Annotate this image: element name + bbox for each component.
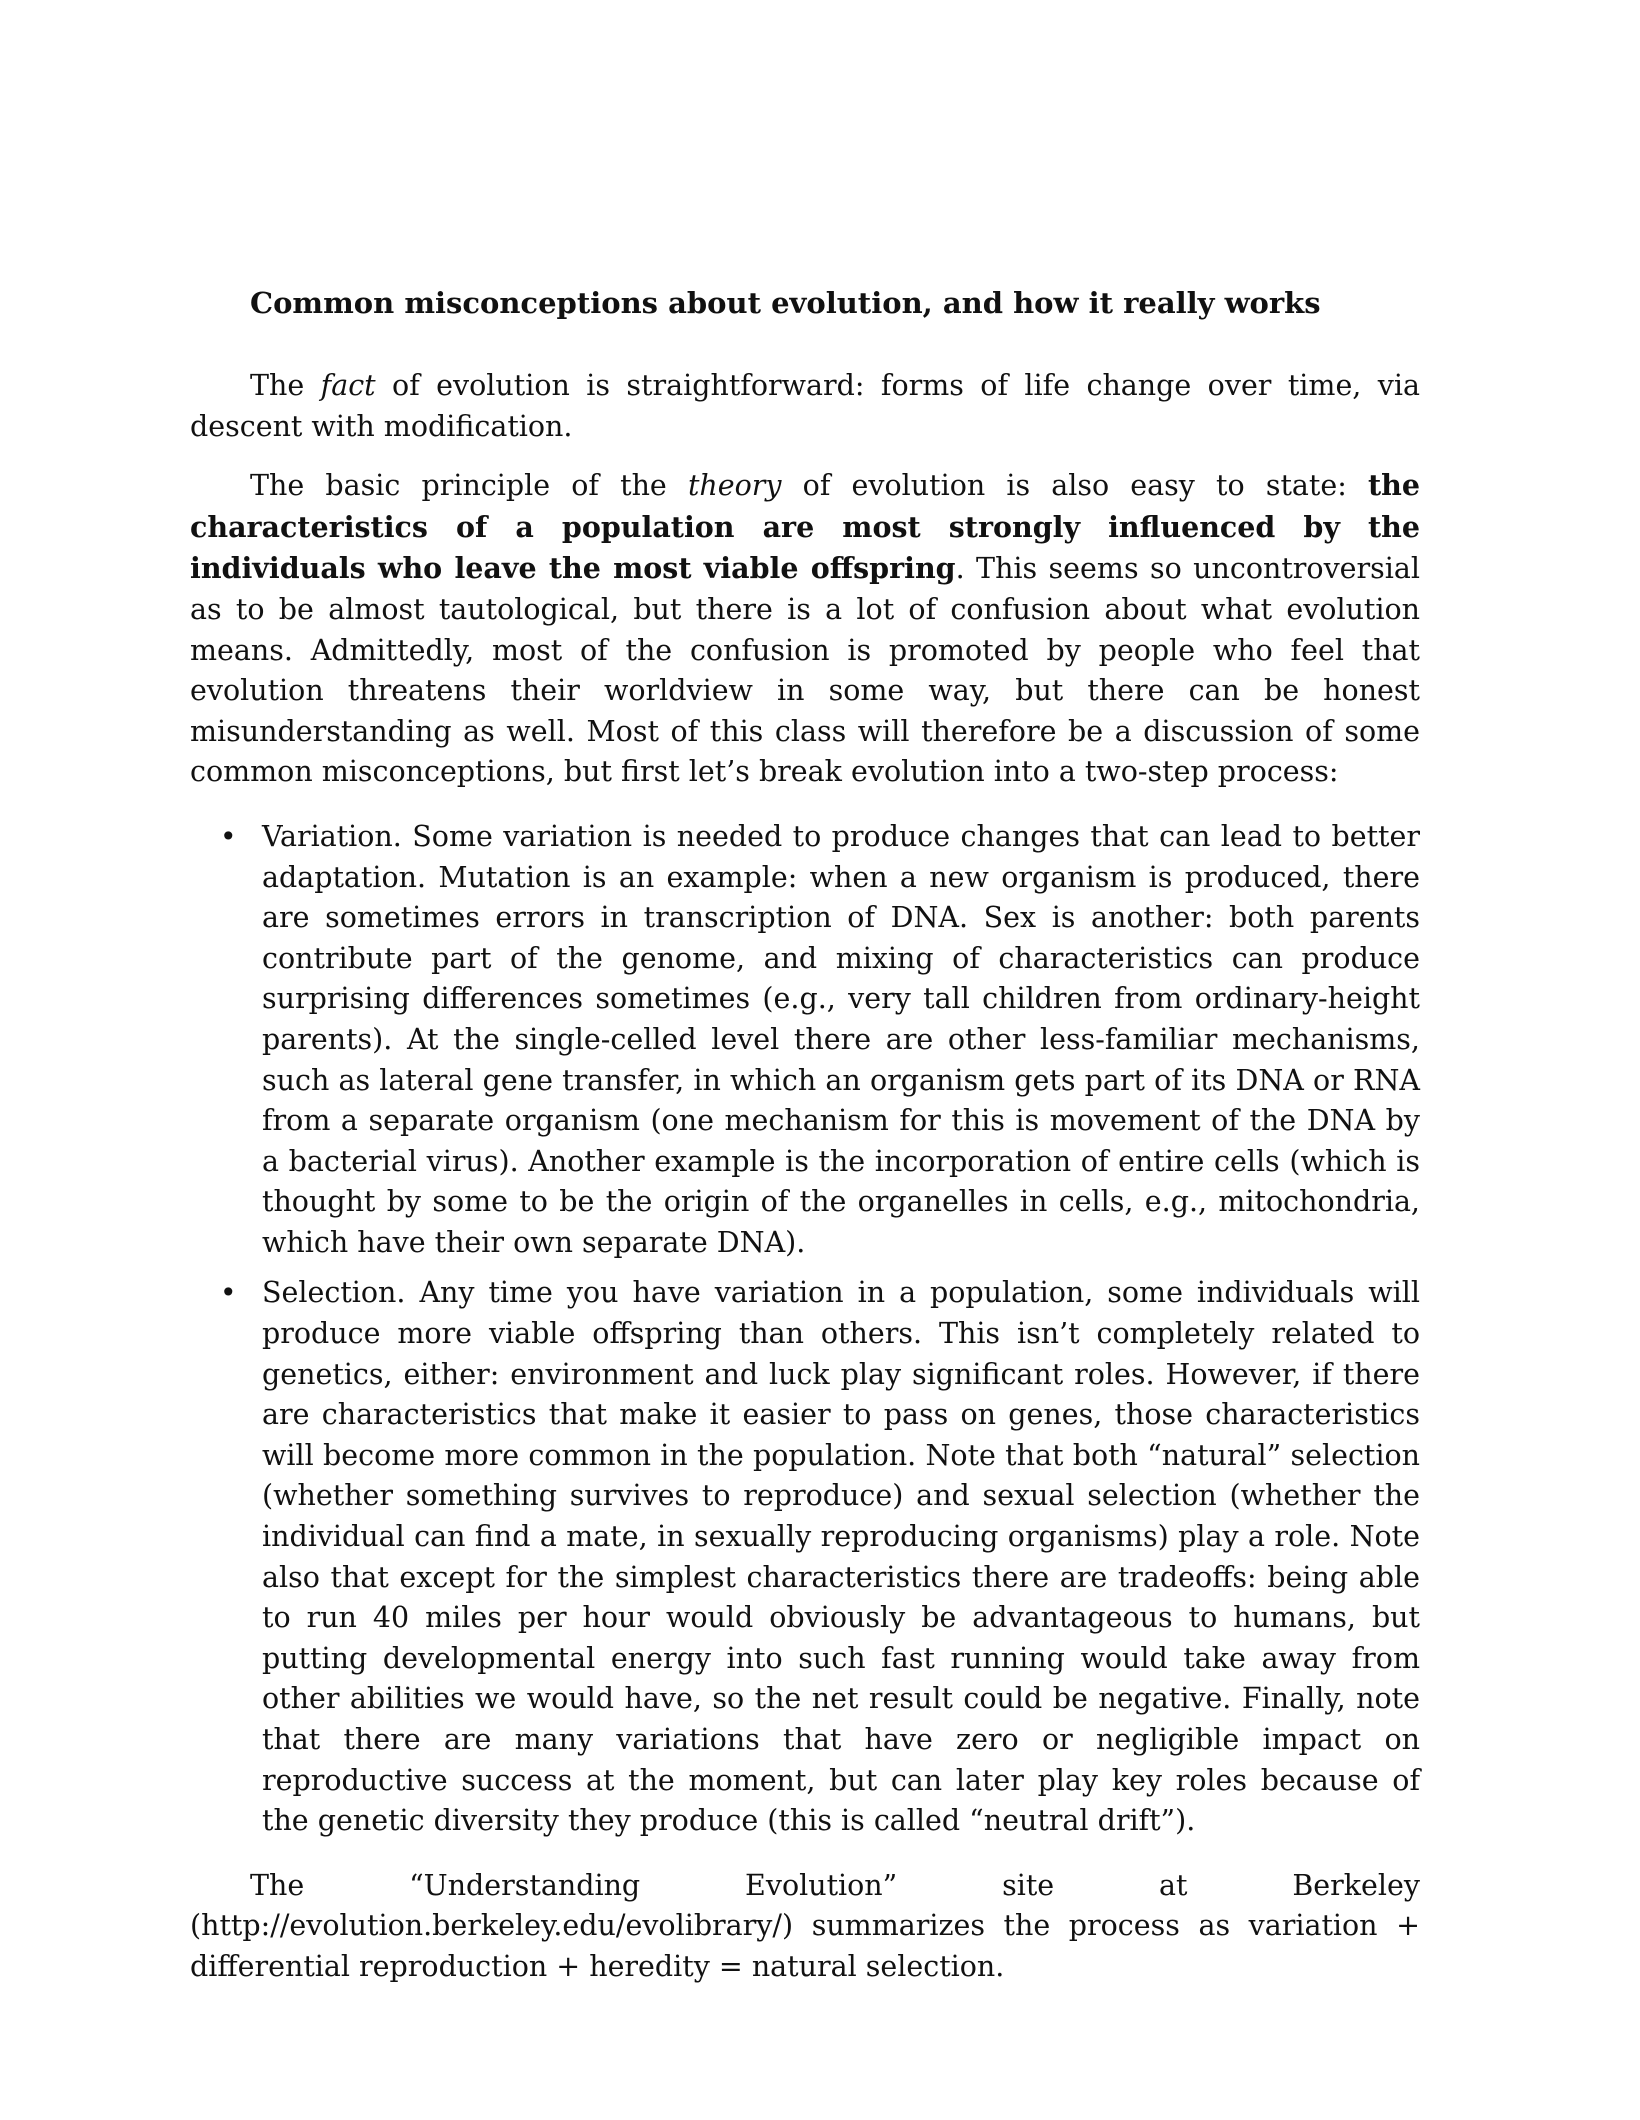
bold-principle: the characteristics of a population are most strongly influenced by the individuals who leave the most viable offspring: [190, 468, 1420, 586]
process-list: [190, 817, 1420, 1842]
paragraph-theory: [190, 465, 1420, 793]
document-title: Common misconceptions about evolution, and how it really works: [250, 286, 1321, 320]
list-item-text: Selection. Any time you have variation in a population, some individuals will produce more viable offspring than others. This isn’t completely related to genetics, either: environment and luck play significant roles. However, if there are characteristics that make it easier to pass on genes, those characteristics will become more common in the population. Note that both “natural” selection (whether something survives to reproduce) and sexual selection (whether the individual can find a mate, in sexually reproducing organisms) play a role. Note also that except for the simplest characteristics there are tradeoffs: being able to run 40 miles per hour would obviously be advantageous to humans, but putting developmental energy into such fast running would take away from other abilities we would have, so the net result could be negative. Finally, note that there are many variations that have zero or negligible impact on reproductive success at the moment, but can later play key roles because of the genetic diversity they produce (this is called “neutral drift”).: [262, 1276, 1420, 1838]
paragraph-theory-pre: The basic principle of the: [250, 469, 688, 503]
emphasis-fact: fact: [320, 369, 376, 402]
bullet-marker: •: [220, 819, 237, 853]
paragraph-theory-post: . This seems so uncontroversial as to be almost tautological, but there is a lot of confusion about what evolution means. Admittedly, most of the confusion is promoted by people who feel that evolution threatens their worldview in some way, but there can be honest misunderstanding as well. Most of this class will therefore be a discussion of some common misconceptions, but first let’s break evolution into a two-step process:: [190, 552, 1421, 789]
paragraph-fact: [190, 366, 1420, 447]
paragraph-fact-post: of evolution is straightforward: forms of life change over time, via descent with modification.: [190, 369, 1420, 443]
paragraph-theory-mid: of evolution is also easy to state:: [781, 469, 1368, 503]
list-item-selection: [220, 1273, 1420, 1841]
list-item-variation: [220, 817, 1420, 1264]
document-body: [190, 366, 1420, 1988]
paragraph-berkeley: The “Understanding Evolution” site at Berkeley (http://evolution.berkeley.edu/evolibrary/) summarizes the process as variation + differential reproduction + heredity = natural selection.: [190, 1868, 1420, 1983]
emphasis-theory: theory: [687, 469, 782, 503]
bullet-marker: •: [220, 1276, 237, 1310]
paragraph-fact-pre: The: [250, 369, 321, 402]
document-page: [190, 0, 1420, 2120]
list-item-text: Variation. Some variation is needed to produce changes that can lead to better adaptation. Mutation is an example: when a new organism is produced, there are sometimes errors in transcription of DNA. Sex is another: both parents contribute part of the genome, and mixing of characteristics can produce surprising differences sometimes (e.g., very tall children from ordinary-height parents). At the single-celled level there are other less-familiar mechanisms, such as lateral gene transfer, in which an organism gets part of its DNA or RNA from a separate organism (one mechanism for this is movement of the DNA by a bacterial virus). Another example is the incorporation of entire cells (which is thought by some to be the origin of the organelles in cells, e.g., mitochondria, which have their own separate DNA).: [262, 819, 1420, 1259]
